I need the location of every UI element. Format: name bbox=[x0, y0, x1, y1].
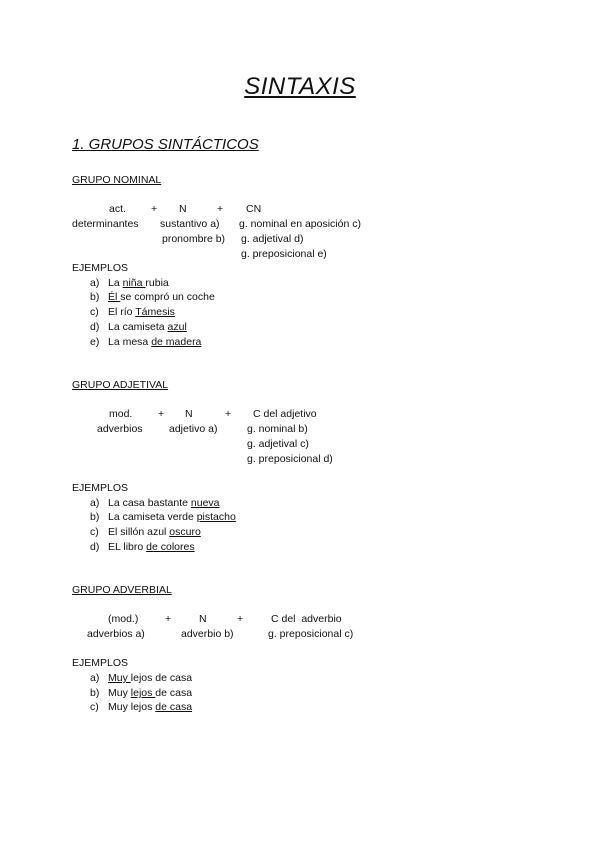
list-marker: e) bbox=[90, 336, 100, 348]
adverbial-col1-head: (mod.) bbox=[108, 613, 139, 625]
adjetival-col2-head: N bbox=[185, 408, 193, 420]
nominal-col1-item: determinantes bbox=[72, 218, 139, 230]
adverbial-col3-head: C del adverbio bbox=[271, 613, 342, 625]
list-item: b) La camiseta verde pistacho bbox=[90, 511, 236, 523]
adverbial-plus-1: + bbox=[165, 613, 172, 625]
page-title: SINTAXIS bbox=[244, 73, 356, 100]
adjetival-col1-item: adverbios bbox=[97, 423, 143, 435]
adverbial-examples-label: EJEMPLOS bbox=[72, 657, 129, 669]
adjetival-title: GRUPO ADJETIVAL bbox=[72, 379, 169, 391]
adverbial-col1-item: adverbios a) bbox=[87, 628, 145, 640]
nominal-plus-1: + bbox=[151, 203, 158, 215]
nominal-plus-2: + bbox=[217, 203, 224, 215]
adverbial-col2-item: adverbio b) bbox=[181, 628, 234, 640]
list-marker: b) bbox=[90, 511, 100, 523]
nominal-col1-head: act. bbox=[109, 203, 126, 215]
nominal-title: GRUPO NOMINAL bbox=[72, 174, 162, 186]
list-item: b) Él se compró un coche bbox=[90, 291, 215, 303]
list-item: a) La casa bastante nueva bbox=[90, 497, 220, 509]
list-item: d) EL libro de colores bbox=[90, 541, 195, 553]
list-marker: c) bbox=[90, 306, 99, 318]
list-item: c) Muy lejos de casa bbox=[90, 701, 193, 713]
adverbial-title: GRUPO ADVERBIAL bbox=[72, 584, 172, 596]
list-marker: a) bbox=[90, 277, 100, 289]
adverbial-plus-2: + bbox=[237, 613, 244, 625]
list-marker: c) bbox=[90, 526, 99, 538]
adjetival-col3-head: C del adjetivo bbox=[253, 408, 317, 420]
nominal-col2-item: pronombre b) bbox=[162, 233, 226, 245]
list-marker: d) bbox=[90, 541, 100, 553]
list-item: d) La camiseta azul bbox=[90, 321, 187, 333]
adjetival-col3-item: g. preposicional d) bbox=[247, 453, 333, 465]
list-marker: d) bbox=[90, 321, 100, 333]
adverbial-col3-item: g. preposicional c) bbox=[268, 628, 354, 640]
adjetival-col3-item: g. nominal b) bbox=[247, 423, 308, 435]
nominal-col3-item: g. adjetival d) bbox=[241, 233, 304, 245]
list-marker: c) bbox=[90, 701, 99, 713]
nominal-col2-item: sustantivo a) bbox=[160, 218, 220, 230]
section-heading: 1. GRUPOS SINTÁCTICOS bbox=[72, 136, 259, 153]
nominal-col3-item: g. preposicional e) bbox=[241, 248, 327, 260]
nominal-col3-item: g. nominal en aposición c) bbox=[239, 218, 361, 230]
adjetival-col1-head: mod. bbox=[109, 408, 133, 420]
list-marker: a) bbox=[90, 672, 100, 684]
list-item: a) Muy lejos de casa bbox=[90, 672, 193, 684]
list-marker: b) bbox=[90, 291, 100, 303]
adjetival-examples-label: EJEMPLOS bbox=[72, 482, 129, 494]
adjetival-plus-1: + bbox=[158, 408, 165, 420]
nominal-examples-label: EJEMPLOS bbox=[72, 262, 129, 274]
list-marker: a) bbox=[90, 497, 100, 509]
list-item: b) Muy lejos de casa bbox=[90, 687, 193, 699]
list-item: e) La mesa de madera bbox=[90, 336, 202, 348]
list-marker: b) bbox=[90, 687, 100, 699]
list-item: c) El sillón azul oscuro bbox=[90, 526, 201, 538]
nominal-col2-head: N bbox=[179, 203, 187, 215]
adjetival-col2-item: adjetivo a) bbox=[169, 423, 218, 435]
adverbial-col2-head: N bbox=[199, 613, 207, 625]
adjetival-plus-2: + bbox=[225, 408, 232, 420]
nominal-col3-head: CN bbox=[246, 203, 262, 215]
list-item: a) La niña rubia bbox=[90, 277, 169, 289]
adjetival-col3-item: g. adjetival c) bbox=[247, 438, 309, 450]
list-item: c) El río Támesis bbox=[90, 306, 175, 318]
